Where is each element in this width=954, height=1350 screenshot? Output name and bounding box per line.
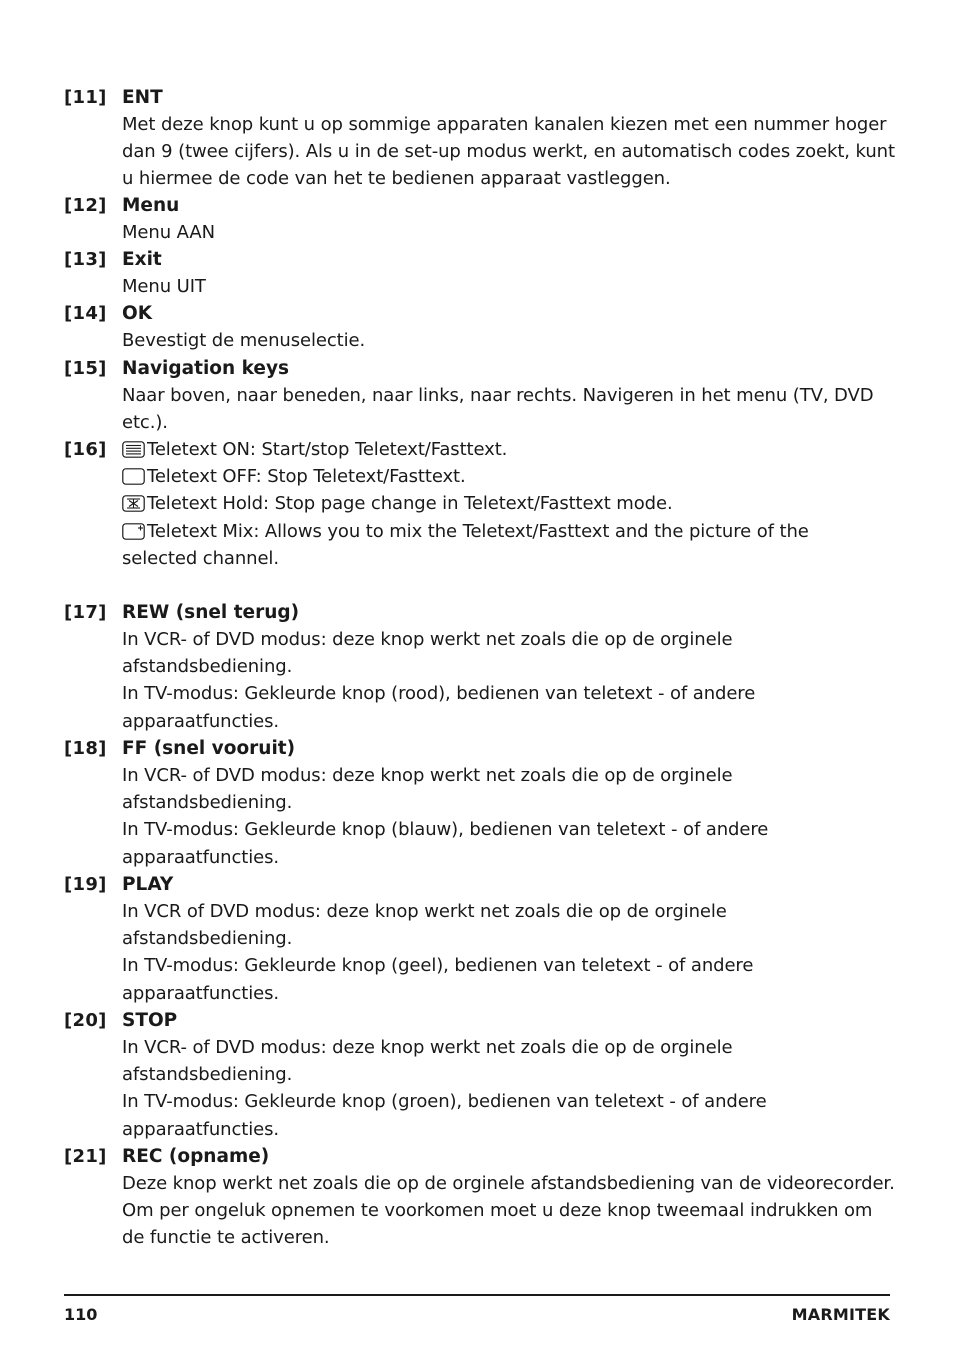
entry-number: [13] [64, 249, 107, 270]
teletext-mix-icon [122, 523, 145, 539]
entry-text-line [122, 490, 902, 517]
entry-title: FF (snel vooruit) [122, 738, 296, 759]
entry-text-line: In VCR- of DVD modus: deze knop werkt net zoals die op de orginele [122, 1037, 733, 1058]
teletext-off-icon [122, 468, 145, 484]
entry-text-line: Bevestigt de menuselectie. [122, 330, 366, 351]
entry-text: Teletext ON: Start/stop Teletext/Fasttext. [147, 439, 508, 460]
entry-title: REC (opname) [122, 1146, 270, 1167]
entry-number: [20] [64, 1010, 107, 1031]
teletext-on-icon [122, 441, 145, 457]
entry-text-line: etc.). [122, 412, 168, 434]
entry-text-line: Met deze knop kunt u op sommige apparaten kanalen kiezen met een nummer hoger [122, 114, 887, 135]
entry-text-line: u hiermee de code van het te bedienen apparaat vastleggen. [122, 168, 671, 190]
entry-text-line: In VCR- of DVD modus: deze knop werkt net zoals die op de orginele [122, 765, 733, 786]
entry-text-line: apparaatfuncties. [122, 710, 280, 732]
brand-name: MARMITEK [791, 1305, 890, 1324]
entry-title: Exit [122, 249, 162, 270]
entry-text-line: de functie te activeren. [122, 1227, 330, 1249]
entry-title: ENT [122, 87, 163, 108]
entry-number: [12] [64, 195, 107, 216]
entry-number: [18] [64, 738, 107, 759]
entry-text-line: afstandsbediening. [122, 928, 293, 950]
entry-number: [16] [64, 439, 107, 460]
entry-text-line: Om per ongeluk opnemen te voorkomen moet u deze knop tweemaal indrukken om [122, 1200, 873, 1222]
entry-title: STOP [122, 1010, 178, 1031]
entry-text-line [122, 436, 902, 463]
entry-title: REW (snel terug) [122, 602, 300, 623]
entry-title: Menu [122, 195, 180, 216]
entry-text-line: Menu UIT [122, 276, 206, 297]
teletext-hold-icon [122, 495, 145, 511]
entry-title: OK [122, 303, 153, 324]
entry-text-line: In TV-modus: Gekleurde knop (groen), bedienen van teletext - of andere [122, 1091, 767, 1113]
entry-text: Teletext Hold: Stop page change in Teletext/Fasttext mode. [147, 493, 673, 515]
entry-text-line: Menu AAN [122, 222, 215, 243]
entry-text-line [122, 463, 902, 490]
entry-text: Teletext OFF: Stop Teletext/Fasttext. [147, 466, 466, 488]
entry-text-line: In VCR of DVD modus: deze knop werkt net zoals die op de orginele [122, 901, 727, 922]
entry-text-line: selected channel. [122, 547, 279, 569]
entry-text-line: In VCR- of DVD modus: deze knop werkt net zoals die op de orginele [122, 629, 733, 650]
entry-text-line: Naar boven, naar beneden, naar links, naar rechts. Navigeren in het menu (TV, DVD [122, 385, 874, 406]
entry-text-line: In TV-modus: Gekleurde knop (geel), bedienen van teletext - of andere [122, 955, 754, 977]
entry-number: [11] [64, 87, 107, 108]
page-number: 110 [64, 1305, 98, 1324]
entry-number: [21] [64, 1146, 107, 1167]
entry-text-line: Deze knop werkt net zoals die op de orginele afstandsbediening van de videorecorder. [122, 1173, 895, 1194]
entry-text-line: afstandsbediening. [122, 1064, 293, 1086]
entry-text-line: apparaatfuncties. [122, 982, 280, 1004]
entry-number: [15] [64, 358, 107, 379]
entry-text: Teletext Mix: Allows you to mix the Teletext/Fasttext and the picture of the [147, 520, 809, 542]
entry-number: [19] [64, 874, 107, 895]
entry-text-line: apparaatfuncties. [122, 846, 280, 868]
entry-number: [17] [64, 602, 107, 623]
entry-text-line: apparaatfuncties. [122, 1118, 280, 1140]
entry-title: PLAY [122, 874, 174, 895]
entry-text-line: afstandsbediening. [122, 656, 293, 678]
entry-text-line: afstandsbediening. [122, 792, 293, 814]
entry-text-line: In TV-modus: Gekleurde knop (rood), bedienen van teletext - of andere [122, 683, 756, 705]
entry-title: Navigation keys [122, 358, 290, 379]
entry-text-line: dan 9 (twee cijfers). Als u in de set-up modus werkt, en automatisch codes zoekt, kunt [122, 141, 895, 163]
footer-divider [64, 1294, 890, 1296]
entry-number: [14] [64, 303, 107, 324]
entry-text-line: In TV-modus: Gekleurde knop (blauw), bedienen van teletext - of andere [122, 819, 769, 841]
entry-text-line [122, 518, 902, 545]
